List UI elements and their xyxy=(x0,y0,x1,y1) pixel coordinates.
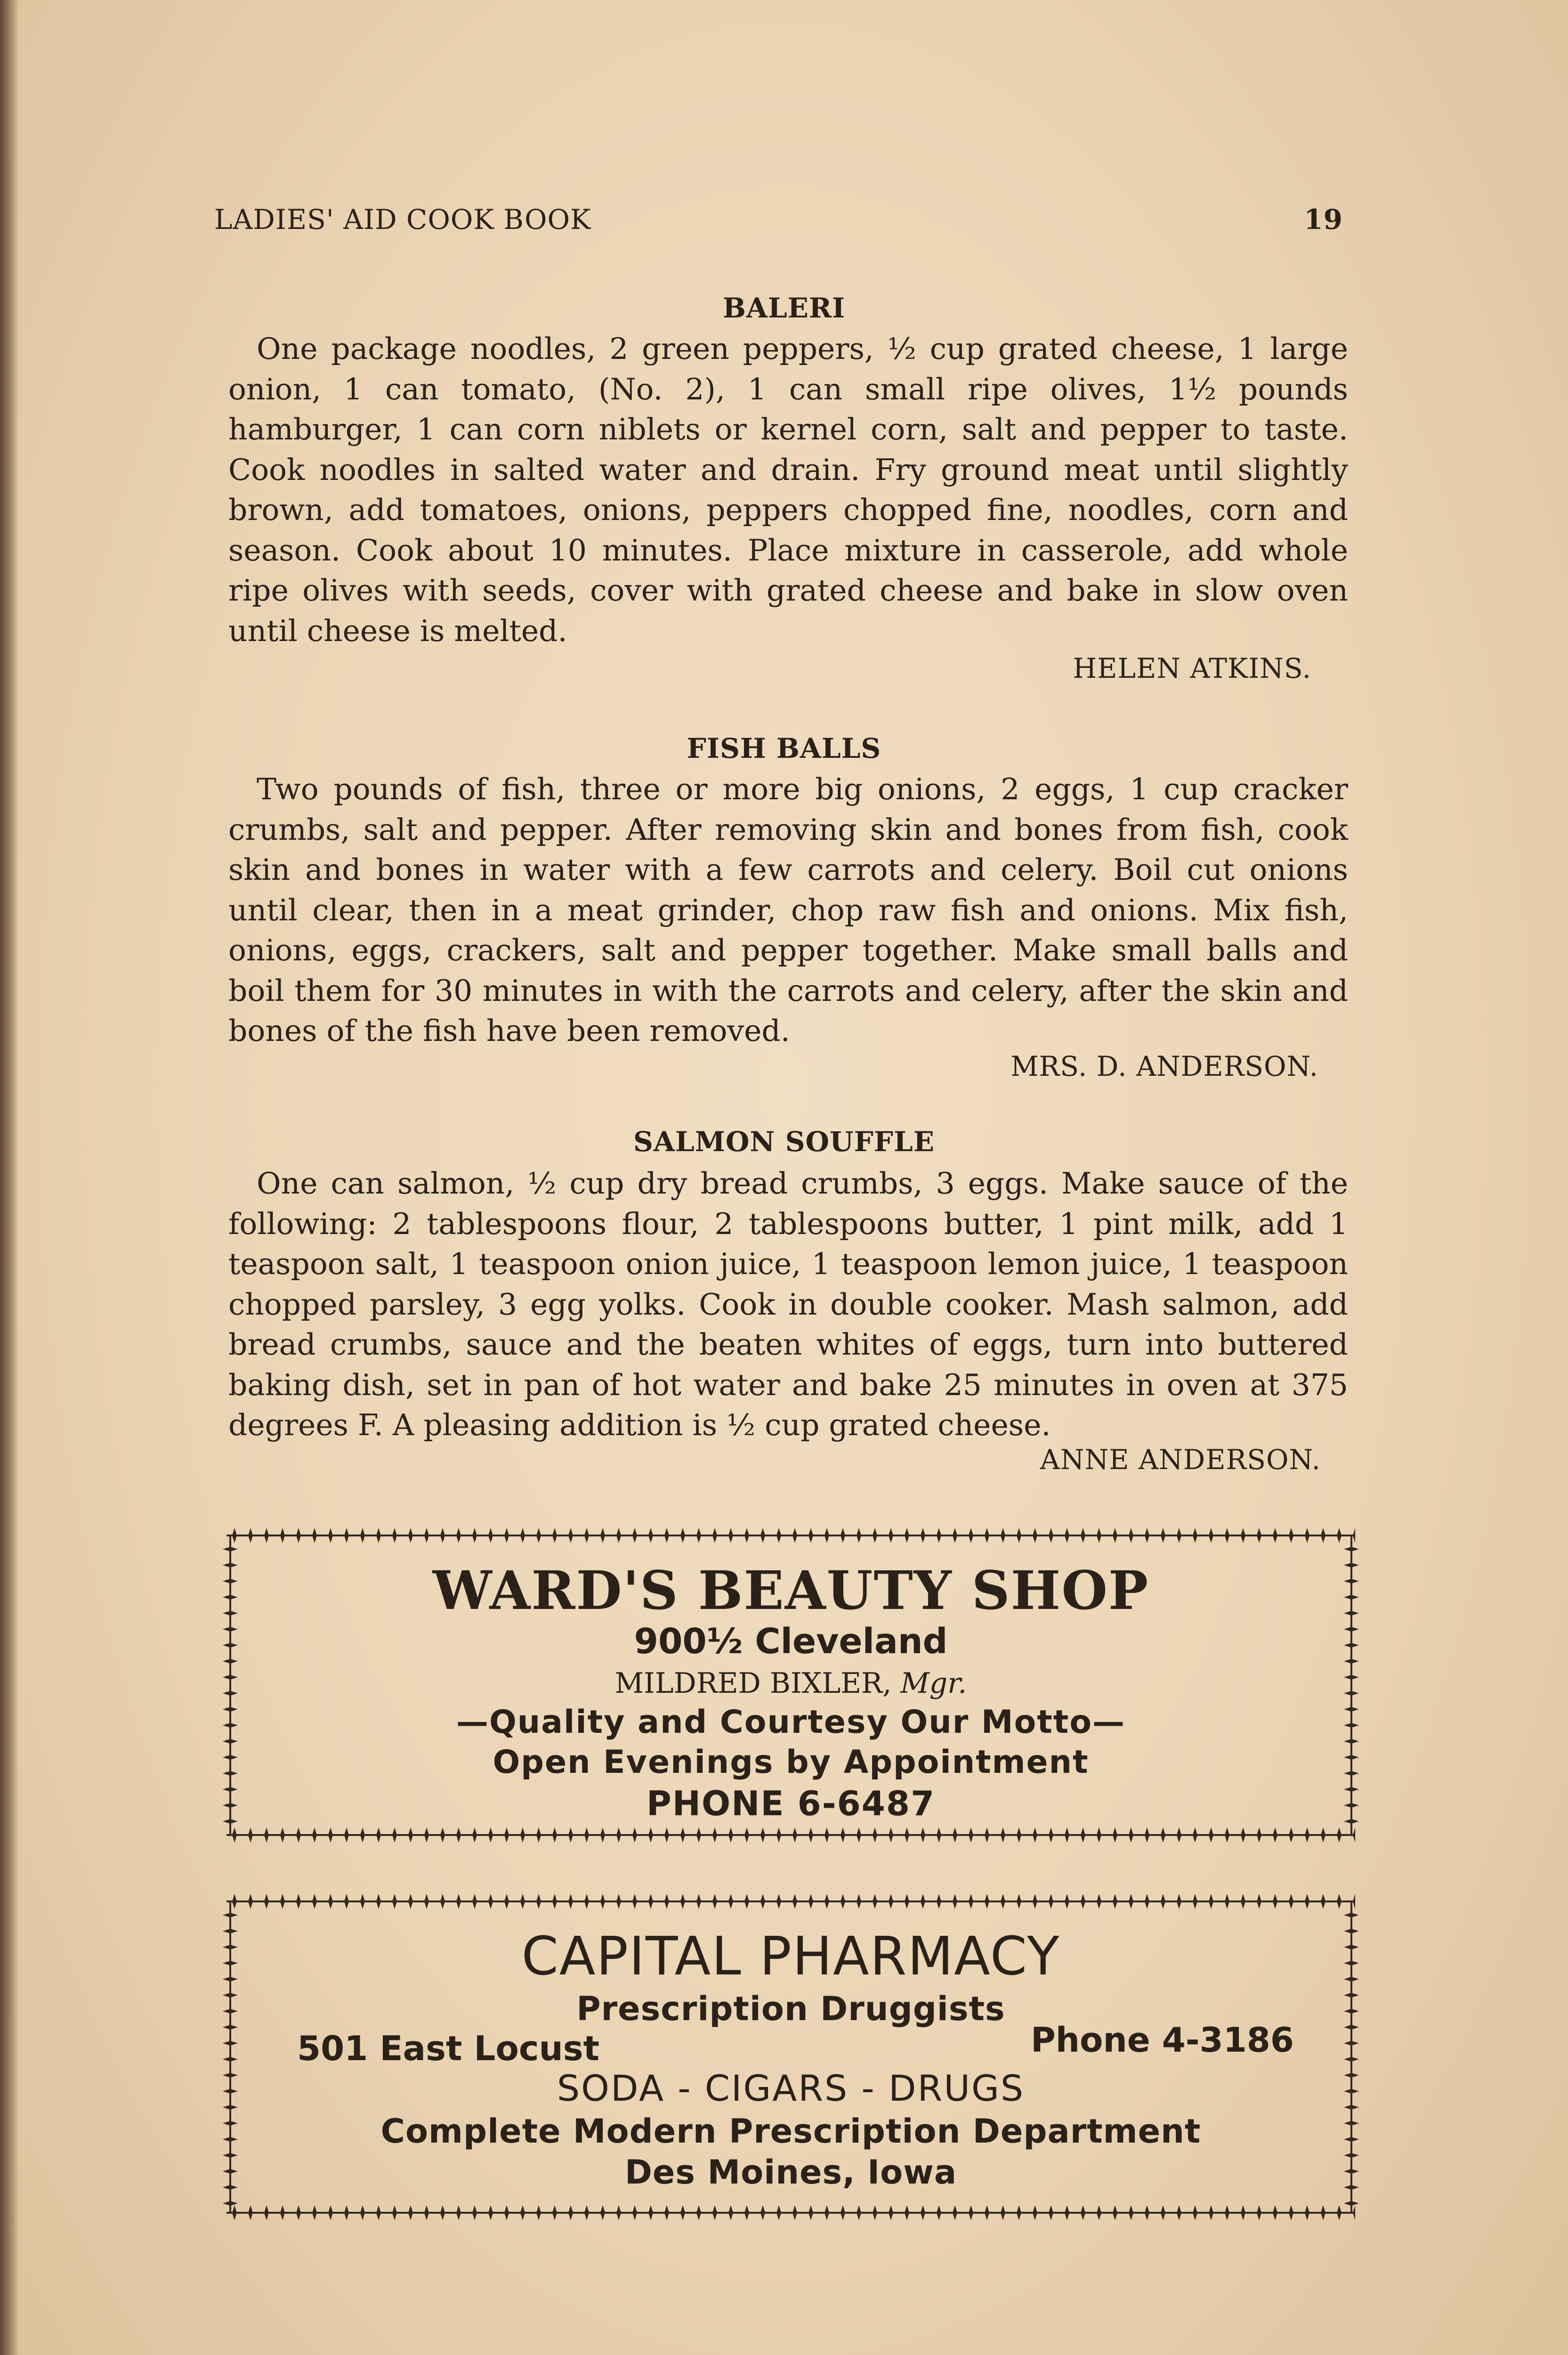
business-address: 900½ Cleveland xyxy=(634,1621,948,1662)
business-hours: Open Evenings by Appointment xyxy=(493,1744,1089,1781)
recipe-title-fish-balls: FISH BALLS xyxy=(687,732,881,764)
ornamental-border xyxy=(226,1526,1355,1545)
recipe-title-baleri: BALERI xyxy=(722,292,846,324)
manager-line xyxy=(231,1667,1350,1700)
ornamental-border xyxy=(226,1826,1355,1844)
recipe-body-text: One can salmon, ½ cup dry bread crumbs, 3 eggs. Make sauce of the following: 2 tablespoons flour, 2 tablespoons butter, 1 pint milk, add 1 teaspoon salt, 1 teaspoon onion juice, 1 teaspoon lemon juice, 1 teaspoon chopped parsley, 3 egg yolks. Cook in double cooker. Mash salmon, add bread crumbs, sauce and the beaten whites of eggs, turn into buttered baking dish, set in pan of hot water and bake 25 minutes in oven at 375 degrees F. A pleasing addition is ½ cup grated cheese. xyxy=(228,1166,1348,1442)
business-address: 501 East Locust xyxy=(297,2029,600,2068)
recipe-author: HELEN ATKINS. xyxy=(1073,652,1311,684)
recipe-body-text: Two pounds of fish, three or more big onions, 2 eggs, 1 cup cracker crumbs, salt and pepper. After removing skin and bones from fish, cook skin and bones in water with a few carrots and celery. Boil cut onions until clear, then in a meat grinder, chop raw fish and onions. Mix fish, onions, eggs, crackers, salt and pepper together. Make small balls and boil them for 30 minutes in with the carrots and celery, after the skin and bones of the fish have been removed. xyxy=(228,772,1348,1048)
business-motto: —Quality and Courtesy Our Motto— xyxy=(456,1704,1126,1741)
business-phone: Phone 4-3186 xyxy=(1030,2020,1294,2060)
recipe-author: ANNE ANDERSON. xyxy=(1040,1444,1321,1476)
business-name: WARD'S BEAUTY SHOP xyxy=(432,1560,1149,1622)
business-department: Complete Modern Prescription Department xyxy=(380,2112,1201,2151)
ornamental-border xyxy=(226,2203,1355,2222)
ornamental-border xyxy=(226,1892,1355,1911)
manager-name: MILDRED BIXLER, xyxy=(614,1667,892,1700)
recipe-body-text: One package noodles, 2 green peppers, ½ cup grated cheese, 1 large onion, 1 can tomato, (No. 2), 1 can small ripe olives, 1½ pounds hamburger, 1 can corn niblets or kernel corn, salt and pepper to taste. Cook noodles in salted water and drain. Fry ground meat until slightly brown, add tomatoes, onions, peppers chopped fine, noodles, corn and season. Cook about 10 minutes. Place mixture in casserole, add whole ripe olives with seeds, cover with grated cheese and bake in slow oven until cheese is melted. xyxy=(228,332,1348,648)
recipe-body-salmon-souffle xyxy=(228,1163,1348,1445)
advertisement-capital-pharmacy xyxy=(229,1900,1352,2214)
recipe-body-fish-balls xyxy=(228,769,1348,1051)
business-name: CAPITAL PHARMACY xyxy=(521,1926,1060,1987)
recipe-author: MRS. D. ANDERSON. xyxy=(1010,1050,1318,1082)
book-spine-shadow xyxy=(0,0,19,2355)
manager-title: Mgr. xyxy=(900,1667,967,1700)
page-number: 19 xyxy=(1304,203,1343,236)
page-header xyxy=(214,203,1343,241)
business-products: SODA - CIGARS - DRUGS xyxy=(557,2067,1025,2109)
advertisement-wards-beauty-shop xyxy=(229,1535,1352,1836)
business-phone: PHONE 6-6487 xyxy=(646,1784,936,1823)
recipe-title-salmon-souffle: SALMON SOUFFLE xyxy=(633,1126,935,1158)
business-city: Des Moines, Iowa xyxy=(624,2153,957,2192)
recipe-body-baleri xyxy=(228,329,1348,651)
business-tagline: Prescription Druggists xyxy=(576,1990,1005,2028)
book-title: LADIES' AID COOK BOOK xyxy=(214,203,591,236)
